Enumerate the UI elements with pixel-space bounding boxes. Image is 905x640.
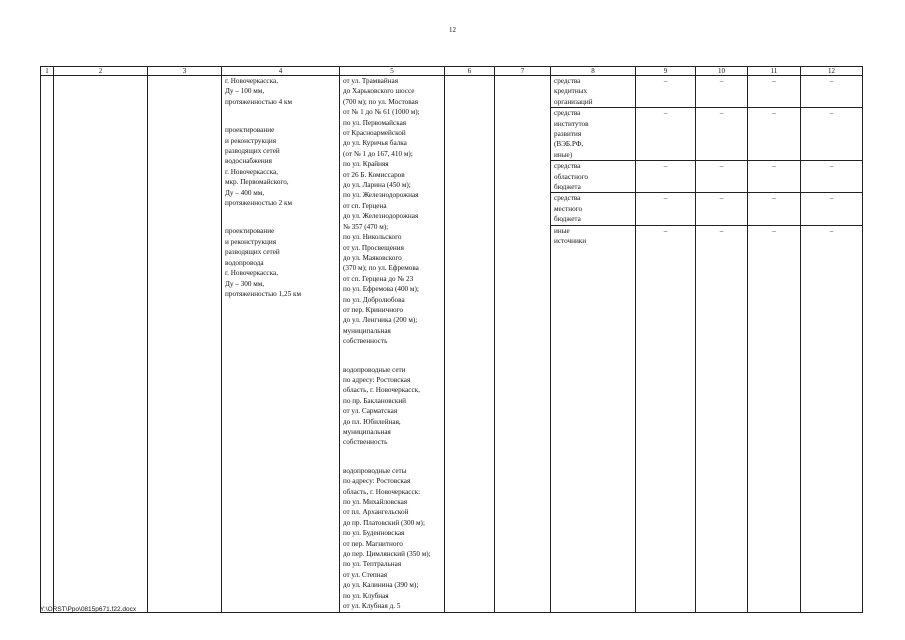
cell-col-1 [41, 76, 54, 613]
cell-col-3 [148, 76, 222, 613]
text-line: протяженностью 4 км [225, 97, 293, 106]
funding-label-1 [551, 76, 636, 108]
funding-value-3-12: – [801, 161, 863, 193]
text-line: г. Новочеркасска, [225, 269, 278, 278]
text-line: по ул. Никольского [343, 233, 402, 242]
funding-label-4 [551, 193, 636, 225]
funding-value-2-11: – [748, 108, 801, 161]
funding-value-5-10: – [696, 225, 748, 612]
col-header-9: 9 [636, 67, 696, 76]
text-line: иные) [554, 150, 573, 159]
text-line: проектирование [225, 126, 275, 135]
col-header-12: 12 [801, 67, 863, 76]
text-line: Ду – 300 мм, [225, 279, 265, 288]
text-line: развития [554, 130, 582, 139]
text-line: водоснабжения [225, 157, 272, 166]
text-line: до пл. Юбилейная, [343, 417, 401, 426]
text-line: (370 м); по ул. Ефремова [343, 264, 419, 273]
text-line: (ВЭБ.РФ, [554, 140, 584, 149]
text-line: от ул. Клубная д. 5 [343, 602, 401, 611]
cell-col-6 [445, 76, 495, 613]
funding-value-4-12: – [801, 193, 863, 225]
text-line: Ду – 100 мм, [225, 87, 265, 96]
funding-label-3 [551, 161, 636, 193]
text-line: до ул. Маяковского [343, 253, 402, 262]
funding-value-1-12: – [801, 76, 863, 108]
col-header-5: 5 [340, 67, 445, 76]
text-line: средства [554, 109, 581, 118]
text-line: и реконструкция [225, 237, 276, 246]
text-line: от ул. Просвещения [343, 243, 404, 252]
header-row [41, 67, 863, 76]
text-line: собственность [343, 337, 388, 346]
funding-value-2-9: – [636, 108, 696, 161]
text-line: и реконструкция [225, 136, 276, 145]
footer-file-path: Y:\ORST\Ppo\0815p671.f22.docx [40, 606, 137, 613]
body-row [41, 76, 863, 108]
cell-col-4 [222, 76, 340, 613]
text-line: областного [554, 172, 588, 181]
text-line: область, г. Новочеркасск, [343, 386, 420, 395]
text-line: до ул. Железнодорожная [343, 212, 419, 221]
text-line: до пр. Платовский (300 м); [343, 518, 425, 527]
text-line: протяженностью 1,25 км [225, 289, 302, 298]
cell-col-5 [340, 76, 445, 613]
text-line: от пер. Криничного [343, 305, 404, 314]
funding-value-5-9: – [636, 225, 696, 612]
col5-entry-1 [343, 76, 441, 347]
text-line: бюджета [554, 183, 581, 192]
col-header-6: 6 [445, 67, 495, 76]
text-line: от ул. Степная [343, 570, 388, 579]
text-line: по пр. Баклановский [343, 396, 407, 405]
text-line: до Харьковского шоссе [343, 87, 415, 96]
text-line: г. Новочеркасска, [225, 77, 278, 85]
text-line: до ул. Куричья балка [343, 139, 407, 148]
text-line: водопровода [225, 258, 264, 267]
text-line: (700 м); по ул. Мостовая [343, 97, 419, 106]
text-line: от 26 Б. Комиссаров [343, 170, 405, 179]
text-line: от № 1 до № 61 (1000 м); [343, 108, 420, 117]
text-line: иные [554, 226, 570, 235]
funding-value-1-10: – [696, 76, 748, 108]
text-line: по ул. Железнодорожная [343, 191, 419, 200]
text-line: по ул. Михайловская [343, 498, 408, 507]
text-line: водопроводные сети [343, 365, 406, 374]
text-line: по ул. Клубная [343, 591, 389, 600]
text-line: (от № 1 до 167, 410 м); [343, 149, 413, 158]
text-line: до ул. Ленгника (200 м); [343, 316, 418, 325]
text-line: по адресу: Ростовская [343, 477, 411, 486]
funding-value-3-11: – [748, 161, 801, 193]
funding-value-2-12: – [801, 108, 863, 161]
text-line: мкр. Первомайского, [225, 178, 289, 187]
text-line: от сп. Герцена до № 23 [343, 274, 414, 283]
text-line: средства [554, 77, 581, 85]
text-line: до ул. Ларина (450 м); [343, 181, 411, 190]
funding-value-4-9: – [636, 193, 696, 225]
col5-entry-2 [343, 365, 441, 448]
text-line: по ул. Буденновская [343, 529, 405, 538]
col-header-2: 2 [54, 67, 148, 76]
col-header-11: 11 [748, 67, 801, 76]
text-line: проектирование [225, 227, 275, 236]
text-line: институтов [554, 119, 589, 128]
text-line: от сп. Герцена [343, 201, 387, 210]
text-line: по ул. Крайняя [343, 160, 389, 169]
text-line: средства [554, 194, 581, 203]
text-line: источники [554, 237, 587, 246]
text-line: по ул. Тептральная [343, 560, 402, 569]
funding-value-3-10: – [696, 161, 748, 193]
text-line: по ул. Первомайская [343, 118, 407, 127]
col4-entry-3 [225, 226, 336, 299]
text-line: до ул. Калинина (390 м); [343, 581, 419, 590]
text-line: по адресу: Ростовская [343, 375, 411, 384]
col-header-8: 8 [551, 67, 636, 76]
text-line: до пер. Цимлянский (350 м); [343, 550, 431, 559]
col-header-1: 1 [41, 67, 54, 76]
text-line: г. Новочеркасска, [225, 167, 278, 176]
text-line: муниципальная [343, 326, 391, 335]
cell-col-2 [54, 76, 148, 613]
text-line: разводящих сетей [225, 248, 280, 257]
text-line: от пер. Магнитного [343, 539, 403, 548]
text-line: кредитных [554, 87, 588, 96]
col-header-7: 7 [495, 67, 551, 76]
text-line: муниципальная [343, 428, 391, 436]
text-line: средства [554, 162, 581, 171]
col4-entry-2 [225, 125, 336, 208]
text-line: организаций [554, 97, 593, 106]
text-line: местного [554, 204, 583, 213]
text-line: область, г. Новочеркасск: [343, 487, 421, 496]
col-header-3: 3 [148, 67, 222, 76]
funding-value-2-10: – [696, 108, 748, 161]
text-line: разводящих сетей [225, 147, 280, 156]
text-line: от Красноармейской [343, 129, 406, 138]
text-line: по ул. Ефремова (400 м); [343, 285, 419, 294]
funding-value-5-12: – [801, 225, 863, 612]
program-table [40, 66, 863, 613]
funding-value-4-10: – [696, 193, 748, 225]
text-line: от ул. Сарматская [343, 407, 398, 416]
funding-value-1-9: – [636, 76, 696, 108]
cell-col-7 [495, 76, 551, 613]
funding-value-1-11: – [748, 76, 801, 108]
funding-value-3-9: – [636, 161, 696, 193]
text-line: протяженностью 2 км [225, 199, 293, 208]
text-line: Ду – 400 мм, [225, 188, 265, 197]
text-line: № 357 (470 м); [343, 222, 389, 231]
funding-label-5 [551, 225, 636, 612]
text-line: бюджета [554, 215, 581, 224]
col4-entry-1 [225, 76, 336, 107]
text-line: собственность [343, 438, 388, 447]
text-line: водопроводные сеты [343, 466, 407, 475]
col-header-10: 10 [696, 67, 748, 76]
funding-label-2 [551, 108, 636, 161]
text-line: от пл. Архангельской [343, 508, 409, 517]
col5-entry-3 [343, 466, 441, 612]
funding-value-5-11: – [748, 225, 801, 612]
page-number: 12 [449, 26, 456, 34]
funding-value-4-11: – [748, 193, 801, 225]
text-line: от ул. Трамвайная [343, 77, 399, 85]
text-line: по ул. Добролюбова [343, 295, 405, 304]
col-header-4: 4 [222, 67, 340, 76]
